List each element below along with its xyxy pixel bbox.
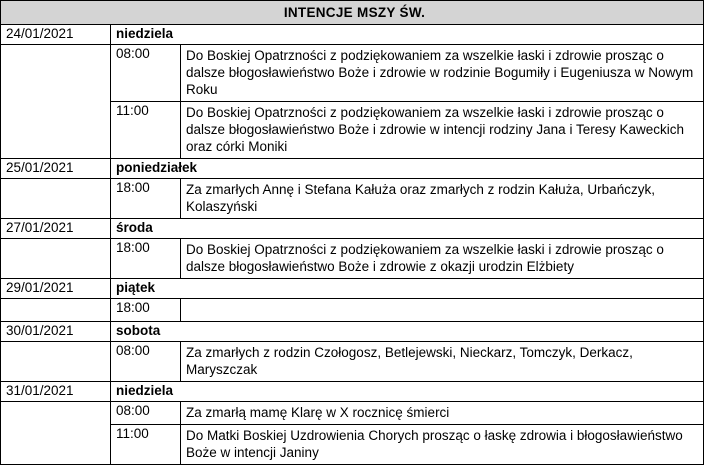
- mass-time: 08:00: [111, 402, 181, 425]
- table-title: INTENCJE MSZY ŚW.: [1, 1, 704, 25]
- mass-row: [1, 299, 704, 322]
- day-fill: [181, 25, 704, 45]
- date-spacer: [1, 179, 111, 219]
- mass-intention: Za zmarłych z rodzin Czołogosz, Betlejewski, Nieckarz, Tomczyk, Derkacz, Maryszczak: [181, 342, 704, 382]
- mass-row: [1, 179, 704, 219]
- mass-intention: Za zmarłych Annę i Stefana Kałuża oraz zmarłych z rodzin Kałuża, Urbańczyk, Kolaszyński: [181, 179, 704, 219]
- mass-time: 18:00: [111, 239, 181, 279]
- day-fill: [181, 382, 704, 402]
- mass-time: 11:00: [111, 425, 181, 465]
- mass-row: [1, 45, 704, 102]
- day-date: 29/01/2021: [1, 279, 111, 299]
- mass-intention: Do Boskiej Opatrzności z podziękowaniem za wszelkie łaski i zdrowie prosząc o dalsze błogosławieństwo Boże i zdrowie w intencji rodziny Jana i Teresy Kaweckich oraz córki Moniki: [181, 102, 704, 159]
- day-name: piątek: [111, 279, 181, 299]
- day-name: niedziela: [111, 25, 181, 45]
- day-name: poniedziałek: [111, 159, 181, 179]
- day-row: [1, 382, 704, 402]
- day-date: 27/01/2021: [1, 219, 111, 239]
- mass-row: [1, 342, 704, 382]
- day-fill: [181, 279, 704, 299]
- mass-time: 18:00: [111, 299, 181, 322]
- mass-row: [1, 402, 704, 425]
- day-row: [1, 159, 704, 179]
- day-row: [1, 219, 704, 239]
- mass-intention: Do Boskiej Opatrzności z podziękowaniem za wszelkie łaski i zdrowie prosząc o dalsze błogosławieństwo Boże i zdrowie z okazji urodzin Elżbiety: [181, 239, 704, 279]
- date-spacer: [1, 299, 111, 322]
- mass-intention: Do Matki Boskiej Uzdrowienia Chorych prosząc o łaskę zdrowia i błogosławieństwo Boże w intencji Janiny: [181, 425, 704, 465]
- date-spacer: [1, 45, 111, 159]
- mass-intention: Do Boskiej Opatrzności z podziękowaniem za wszelkie łaski i zdrowie prosząc o dalsze błogosławieństwo Boże i zdrowie w rodzinie Bogumiły i Eugeniusza w Nowym Roku: [181, 45, 704, 102]
- date-spacer: [1, 342, 111, 382]
- mass-time: 18:00: [111, 179, 181, 219]
- day-fill: [181, 159, 704, 179]
- day-date: 30/01/2021: [1, 322, 111, 342]
- day-row: [1, 279, 704, 299]
- date-spacer: [1, 402, 111, 465]
- day-date: 25/01/2021: [1, 159, 111, 179]
- day-name: środa: [111, 219, 181, 239]
- day-fill: [181, 322, 704, 342]
- title-row: [1, 1, 704, 25]
- mass-intention: Za zmarłą mamę Klarę w X rocznicę śmierci: [181, 402, 704, 425]
- mass-time: 08:00: [111, 45, 181, 102]
- mass-row: [1, 239, 704, 279]
- day-date: 31/01/2021: [1, 382, 111, 402]
- mass-time: 08:00: [111, 342, 181, 382]
- day-fill: [181, 219, 704, 239]
- day-row: [1, 322, 704, 342]
- mass-intention: [181, 299, 704, 322]
- day-row: [1, 25, 704, 45]
- mass-time: 11:00: [111, 102, 181, 159]
- day-date: 24/01/2021: [1, 25, 111, 45]
- date-spacer: [1, 239, 111, 279]
- day-name: sobota: [111, 322, 181, 342]
- day-name: niedziela: [111, 382, 181, 402]
